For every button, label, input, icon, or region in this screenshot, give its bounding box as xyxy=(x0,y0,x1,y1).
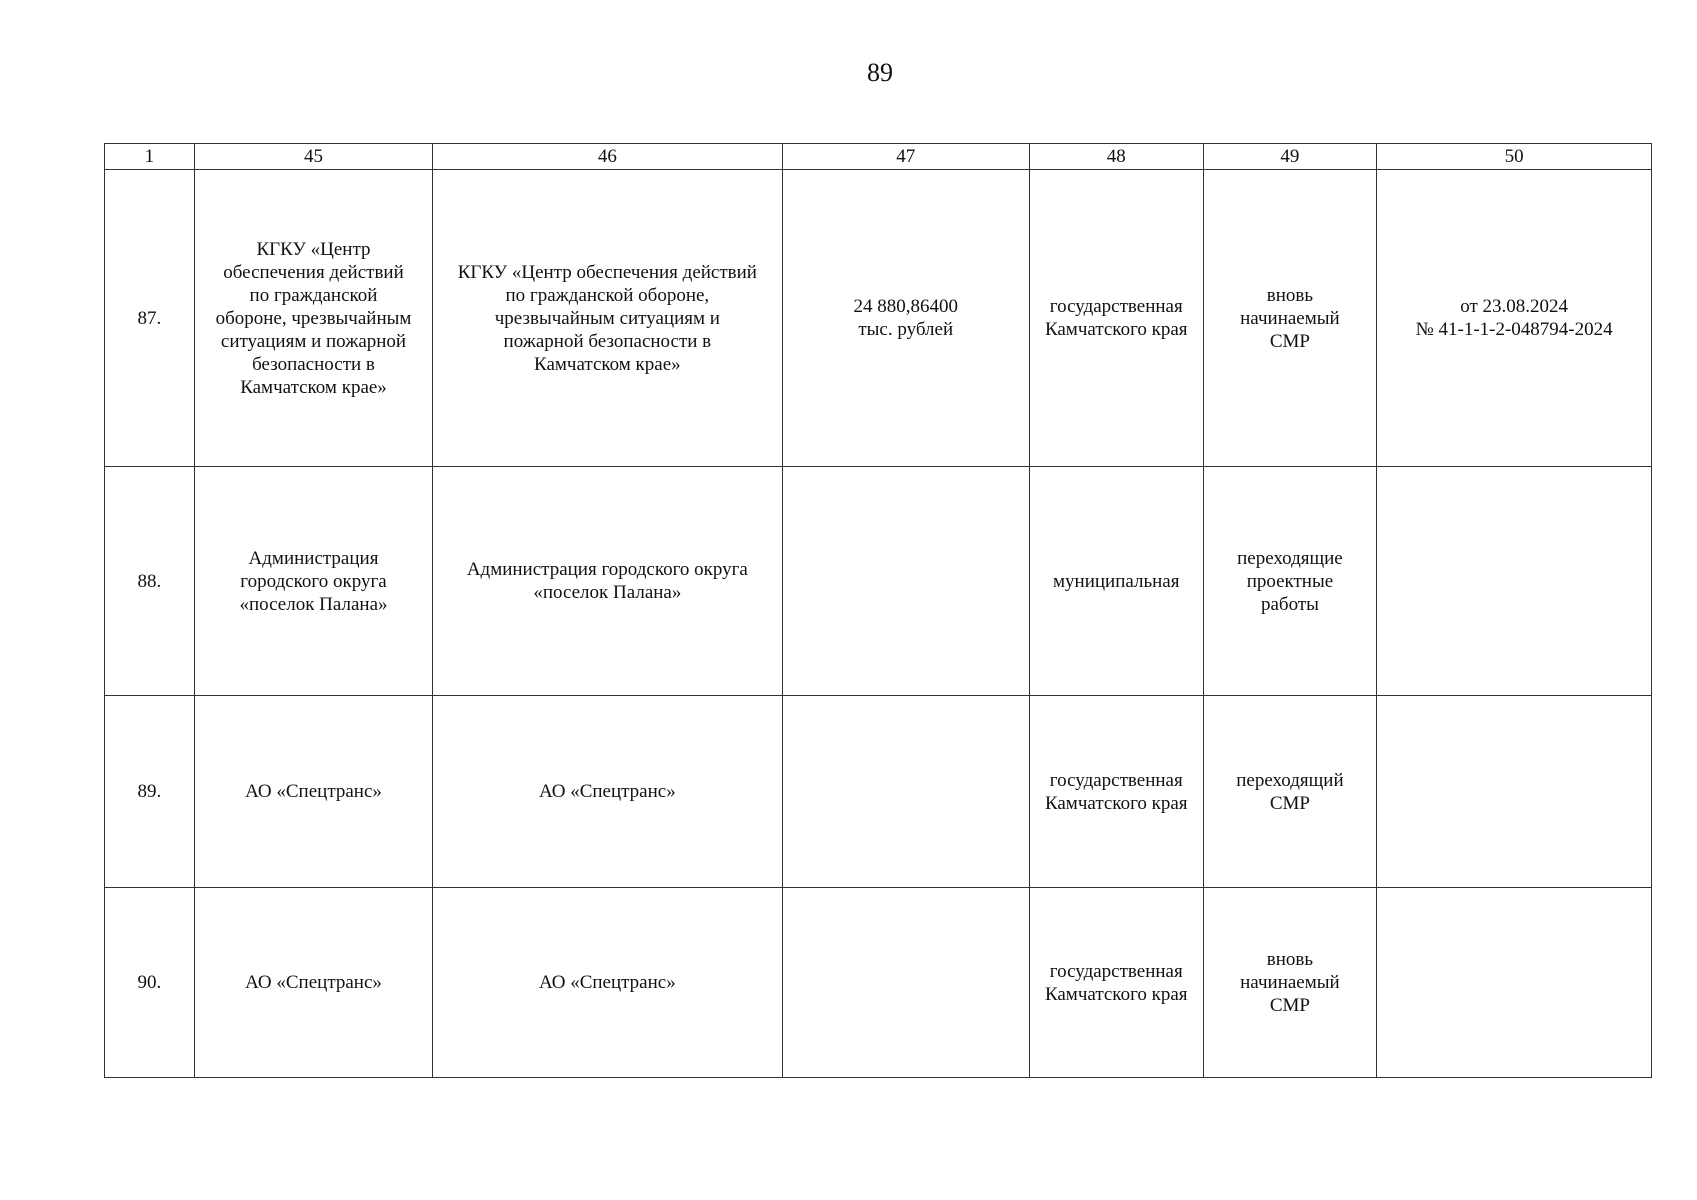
cell-line: КГКУ «Центр xyxy=(256,238,371,260)
cost-cell xyxy=(782,467,1029,696)
customer-cell xyxy=(194,170,432,467)
cell-line: работы xyxy=(1260,593,1319,615)
cell-line: 24 880,86400 xyxy=(853,296,958,317)
cell-line: проектные xyxy=(1246,570,1334,592)
cell-line: государственная xyxy=(1049,769,1183,791)
status-cell xyxy=(1203,696,1377,888)
expertise-cell xyxy=(1377,888,1652,1078)
cell-line: Камчатского края xyxy=(1044,792,1188,814)
cost-cell xyxy=(782,170,1029,467)
cell-line: ситуациям и пожарной xyxy=(220,330,407,352)
cell-line: по гражданской xyxy=(249,284,378,306)
cell-line: чрезвычайным ситуациям и xyxy=(494,307,720,329)
customer-cell xyxy=(194,888,432,1078)
cell-line: Камчатского края xyxy=(1044,319,1188,340)
cell-line: пожарной безопасности в xyxy=(503,330,712,352)
cell-line: обеспечения действий xyxy=(223,261,404,283)
cell-line: по гражданской обороне, xyxy=(505,284,710,306)
header-cell-46: 46 xyxy=(433,144,782,170)
header-row xyxy=(105,144,1652,170)
table-row xyxy=(105,170,1652,467)
header-cell-47: 47 xyxy=(782,144,1029,170)
expertise-cell xyxy=(1377,170,1652,467)
developer-cell xyxy=(433,696,782,888)
cell-line: «поселок Палана» xyxy=(239,593,388,615)
row-number: 89. xyxy=(105,696,195,888)
status-cell xyxy=(1203,170,1377,467)
table-row xyxy=(105,696,1652,888)
header-cell-49: 49 xyxy=(1203,144,1377,170)
developer-cell xyxy=(433,170,782,467)
cell-line: от 23.08.2024 xyxy=(1460,296,1569,317)
expertise-cell xyxy=(1377,467,1652,696)
status-cell xyxy=(1203,467,1377,696)
customer-cell xyxy=(194,696,432,888)
cell-line: № 41-1-1-2-048794-2024 xyxy=(1415,319,1613,340)
table-row xyxy=(105,467,1652,696)
data-table xyxy=(104,143,1652,1078)
page-number: 89 xyxy=(867,58,893,87)
cell-line: Администрация xyxy=(248,547,379,569)
cell-line: начинаемый xyxy=(1240,972,1340,993)
cell-line: СМР xyxy=(1269,995,1310,1016)
cell-line: АО «Спецтранс» xyxy=(538,781,676,802)
cell-line: муниципальная xyxy=(1053,570,1180,592)
row-number: 87. xyxy=(105,170,195,467)
cell-line: безопасности в xyxy=(252,353,375,375)
cell-line: АО «Спецтранс» xyxy=(245,781,382,802)
customer-cell xyxy=(194,467,432,696)
header-cell-1: 1 xyxy=(105,144,195,170)
table-row xyxy=(105,888,1652,1078)
cell-line: Камчатского края xyxy=(1044,983,1188,1005)
cell-line: начинаемый xyxy=(1240,307,1340,329)
cost-cell xyxy=(782,696,1029,888)
cell-line: городского округа xyxy=(240,570,387,592)
ownership-cell xyxy=(1029,696,1203,888)
ownership-cell xyxy=(1029,467,1203,696)
cell-line: Камчатском крае» xyxy=(534,353,681,375)
cell-line: вновь xyxy=(1266,284,1314,306)
cell-line: Камчатском крае» xyxy=(240,376,387,398)
ownership-cell xyxy=(1029,888,1203,1078)
developer-cell xyxy=(433,467,782,696)
row-number: 90. xyxy=(105,888,195,1078)
cell-line: переходящие xyxy=(1237,547,1343,569)
status-cell xyxy=(1203,888,1377,1078)
cell-line: вновь xyxy=(1266,949,1314,970)
cell-line: СМР xyxy=(1269,330,1310,352)
cell-line: АО «Спецтранс» xyxy=(245,972,382,993)
row-number: 88. xyxy=(105,467,195,696)
ownership-cell xyxy=(1029,170,1203,467)
cost-cell xyxy=(782,888,1029,1078)
cell-line: Администрация городского округа xyxy=(466,559,748,580)
cell-line: переходящий xyxy=(1236,769,1344,791)
cell-line: «поселок Палана» xyxy=(533,582,682,603)
header-cell-50: 50 xyxy=(1377,144,1652,170)
cell-line: государственная xyxy=(1049,296,1183,317)
cell-line: тыс. рублей xyxy=(858,319,954,340)
cell-line: АО «Спецтранс» xyxy=(538,972,676,993)
header-cell-48: 48 xyxy=(1029,144,1203,170)
header-cell-45: 45 xyxy=(194,144,432,170)
developer-cell xyxy=(433,888,782,1078)
cell-line: КГКУ «Центр обеспечения действий xyxy=(457,261,757,283)
expertise-cell xyxy=(1377,696,1652,888)
cell-line: обороне, чрезвычайным xyxy=(215,307,412,329)
cell-line: государственная xyxy=(1049,960,1183,982)
cell-line: СМР xyxy=(1269,792,1310,814)
